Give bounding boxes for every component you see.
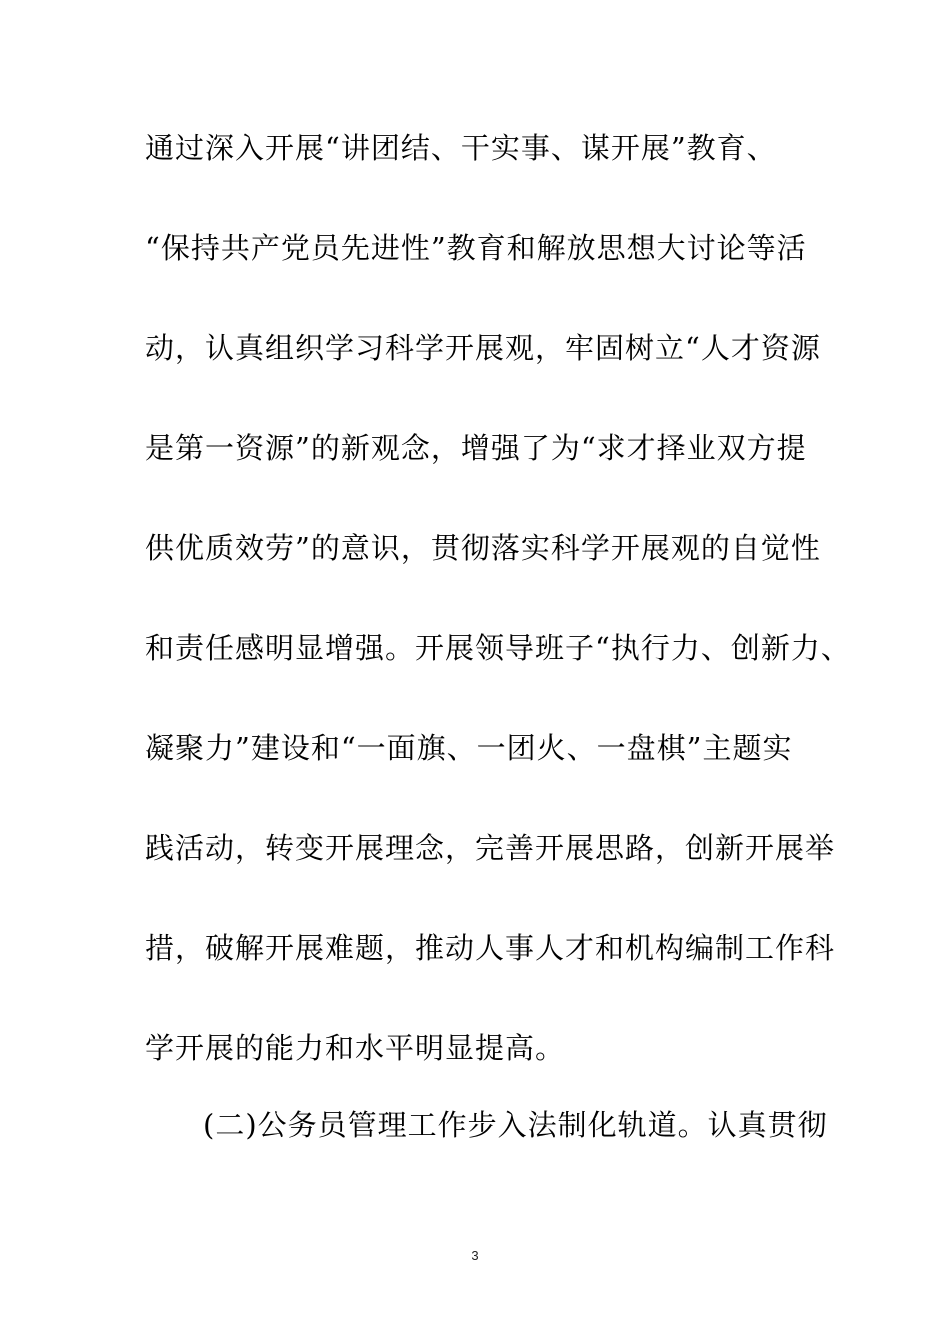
section-heading-line: (二)公务员管理工作步入法制化轨道。认真贯彻: [203, 1108, 828, 1142]
page-number: 3: [471, 1248, 479, 1263]
paragraph-line-3: 动，认真组织学习科学开展观，牢固树立“人才资源: [145, 331, 821, 365]
paragraph-line-7: 凝聚力”建设和“一面旗、一团火、一盘棋”主题实: [145, 731, 793, 765]
paragraph-line-5: 供优质效劳”的意识，贯彻落实科学开展观的自觉性: [145, 531, 821, 565]
paragraph-line-1: 通过深入开展“讲团结、干实事、谋开展”教育、: [145, 131, 777, 165]
paragraph-line-9: 措，破解开展难题，推动人事人才和机构编制工作科: [145, 931, 836, 965]
paragraph-line-10: 学开展的能力和水平明显提高。: [145, 1031, 566, 1065]
paragraph-line-6: 和责任感明显增强。开展领导班子“执行力、创新力、: [145, 631, 851, 665]
paragraph-line-2: “保持共产党员先进性”教育和解放思想大讨论等活: [145, 231, 807, 265]
paragraph-line-8: 践活动，转变开展理念，完善开展思路，创新开展举: [145, 831, 836, 865]
paragraph-line-4: 是第一资源”的新观念，增强了为“求才择业双方提: [145, 431, 807, 465]
